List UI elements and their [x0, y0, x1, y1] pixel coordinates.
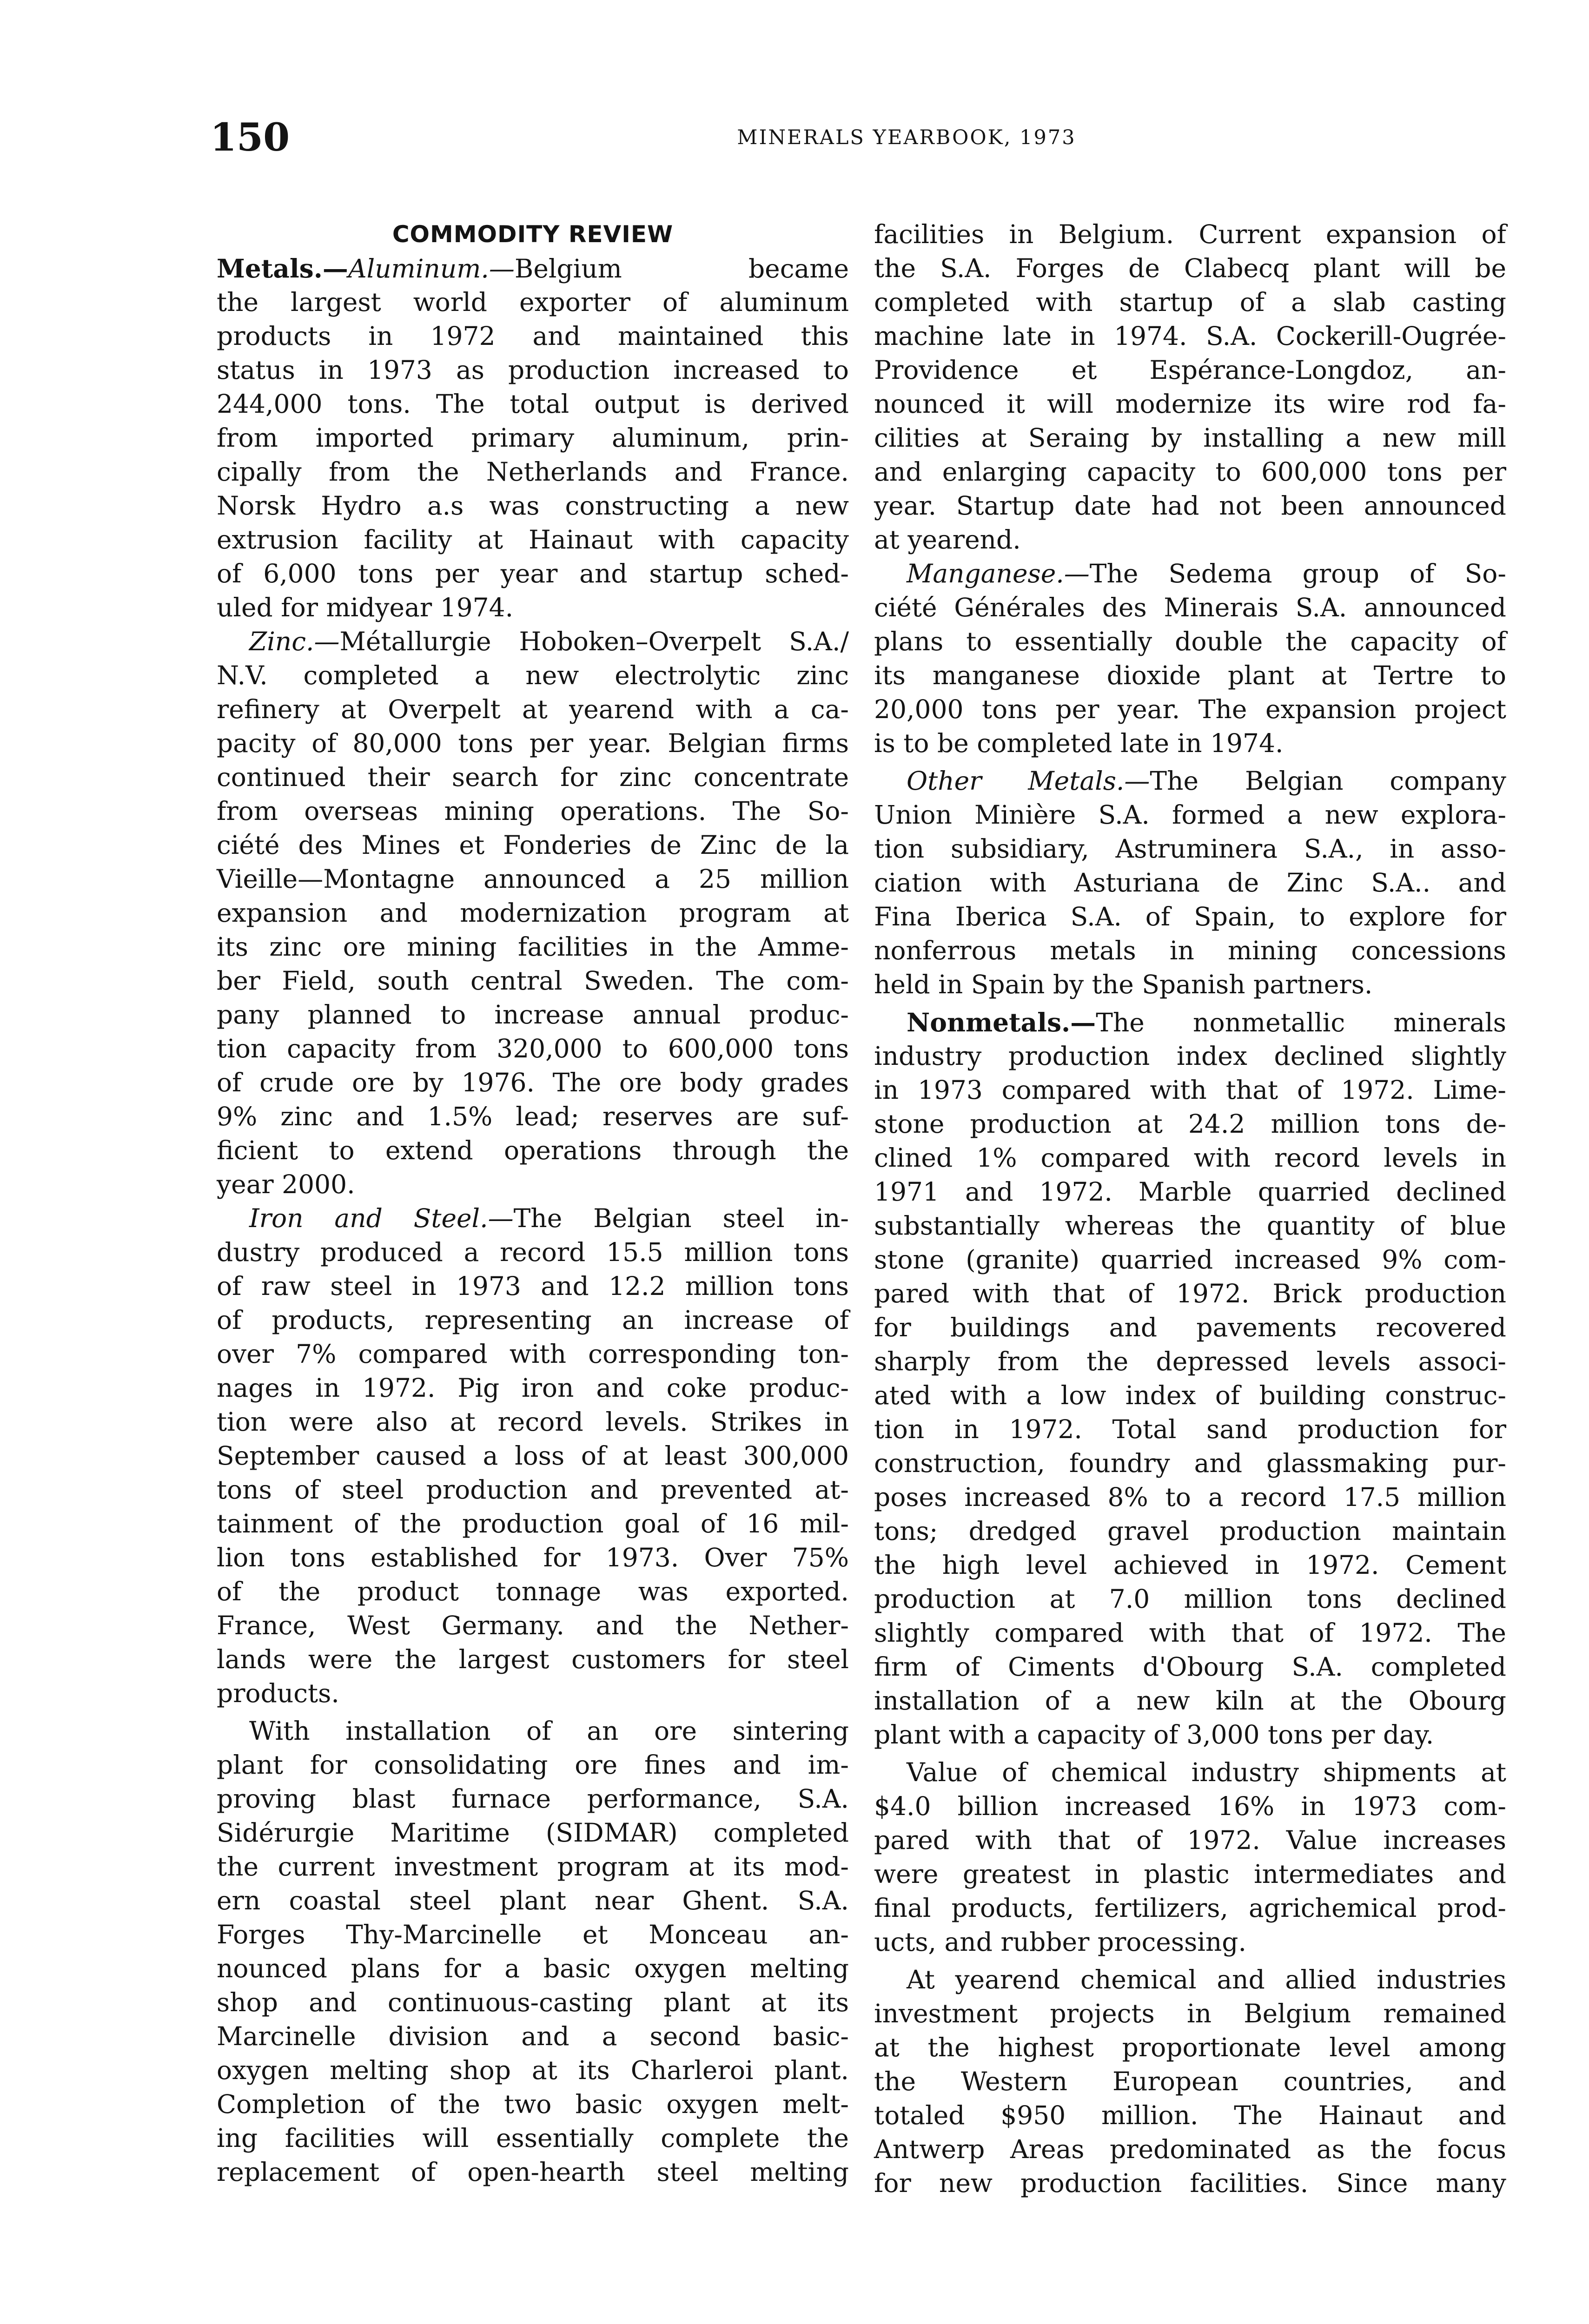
paragraph-line: in 1973 compared with that of 1972. Lime- [874, 1075, 1506, 1105]
zinc-run-in-heading: Zinc.— [249, 627, 340, 656]
paragraph-line: At yearend chemical and allied industries [907, 1965, 1506, 1994]
paragraph-line: $4.0 billion increased 16% in 1973 com- [874, 1791, 1506, 1821]
paragraph-line: and enlarging capacity to 600,000 tons per [874, 457, 1506, 487]
paragraph-line: pared with that of 1972. Value increases [874, 1825, 1506, 1855]
paragraph-line: of the product tonnage was exported. [217, 1577, 849, 1606]
paragraph-line: industry production index declined slightly [874, 1041, 1506, 1071]
paragraph-line: of products, representing an increase of [217, 1305, 849, 1335]
right-column [874, 218, 1506, 2200]
paragraph-line: machine late in 1974. S.A. Cockerill-Ougrée- [874, 321, 1506, 351]
paragraph-line: final products, fertilizers, agrichemical prod- [874, 1893, 1506, 1923]
paragraph-line: stone production at 24.2 million tons de- [874, 1109, 1506, 1139]
paragraph-line: year 2000. [217, 1169, 355, 1199]
running-head: MINERALS YEARBOOK, 1973 [737, 126, 1076, 149]
paragraph-line: tion subsidiary, Astruminera S.A., in asso- [874, 834, 1506, 864]
paragraph-line: ern coastal steel plant near Ghent. S.A. [217, 1886, 849, 1915]
paragraph-line: ciété des Mines et Fonderies de Zinc de la [217, 830, 849, 860]
left-column [217, 218, 849, 2189]
paragraph-line: plant with a capacity of 3,000 tons per day. [874, 1720, 1434, 1750]
paragraph-line: ciété Générales des Minerais S.A. announced [874, 593, 1506, 622]
paragraph-line: Marcinelle division and a second basic- [217, 2021, 849, 2051]
paragraph-line: tion were also at record levels. Strikes in [217, 1407, 849, 1437]
paragraph-line: shop and continuous-casting plant at its [217, 1987, 849, 2017]
paragraph-line: the largest world exporter of aluminum [217, 287, 849, 317]
paragraph-line: Completion of the two basic oxygen melt- [217, 2089, 849, 2119]
paragraph-line: of crude ore by 1976. The ore body grades [217, 1068, 849, 1097]
paragraph-line: 1971 and 1972. Marble quarried declined [874, 1177, 1506, 1207]
paragraph-line: tainment of the production goal of 16 mil- [217, 1509, 849, 1538]
paragraph-line: extrusion facility at Hainaut with capacity [217, 525, 849, 555]
paragraph-line: September caused a loss of at least 300,000 [217, 1441, 849, 1471]
paragraph-line [874, 557, 1506, 591]
paragraph-line: year. Startup date had not been announced [874, 491, 1506, 521]
paragraph-line: proving blast furnace performance, S.A. [217, 1784, 849, 1814]
paragraph-line: the high level achieved in 1972. Cement [874, 1550, 1506, 1580]
paragraph-line: at the highest proportionate level among [874, 2033, 1506, 2062]
paragraph-line: France, West Germany. and the Nether- [217, 1611, 849, 1640]
paragraph-line: completed with startup of a slab casting [874, 287, 1506, 317]
paragraph-line: products. [217, 1678, 339, 1708]
paragraph-line: uled for midyear 1974. [217, 593, 514, 622]
paragraph-line: Union Minière S.A. formed a new explora- [874, 800, 1506, 830]
paragraph-line: ated with a low index of building construc- [874, 1380, 1506, 1410]
paragraph-line: expansion and modernization program at [217, 898, 849, 928]
paragraph-line [874, 764, 1506, 798]
paragraph-line: lands were the largest customers for steel [217, 1644, 849, 1674]
paragraph-line: pany planned to increase annual produc- [217, 1000, 849, 1030]
paragraph-line: ucts, and rubber processing. [874, 1927, 1246, 1957]
paragraph-line: investment projects in Belgium remained [874, 1999, 1506, 2028]
paragraph-line: from overseas mining operations. The So- [217, 796, 849, 826]
iron-steel-run-in-heading: Iron and Steel.— [249, 1203, 514, 1233]
paragraph-line: of raw steel in 1973 and 12.2 million tons [217, 1271, 849, 1301]
paragraph-line: substantially whereas the quantity of blue [874, 1211, 1506, 1241]
paragraph-line: refinery at Overpelt at yearend with a ca- [217, 694, 849, 724]
section-heading: COMMODITY REVIEW [392, 221, 674, 248]
paragraph-line: ficient to extend operations through the [217, 1136, 849, 1165]
paragraph-line: Sidérurgie Maritime (SIDMAR) completed [217, 1818, 849, 1848]
paragraph-line: held in Spain by the Spanish partners. [874, 970, 1373, 999]
line-text: The Belgian steel in- [513, 1203, 849, 1233]
paragraph-line: production at 7.0 million tons declined [874, 1584, 1506, 1614]
paragraph-line: totaled $950 million. The Hainaut and [874, 2100, 1506, 2130]
manganese-run-in-heading: Manganese.— [907, 559, 1090, 588]
paragraph-line: its manganese dioxide plant at Tertre to [874, 660, 1506, 690]
paragraph-line: plant for consolidating ore fines and im- [217, 1750, 849, 1780]
line-text: The Sedema group of So- [1089, 559, 1506, 588]
paragraph-line: ciation with Asturiana de Zinc S.A.. and [874, 868, 1506, 898]
paragraph-line [217, 251, 849, 285]
paragraph-line: dustry produced a record 15.5 million tons [217, 1237, 849, 1267]
paragraph-line: oxygen melting shop at its Charleroi plant. [217, 2055, 849, 2085]
metals-run-in-heading: Metals.— [217, 253, 348, 284]
paragraph-line [874, 1005, 1506, 1039]
paragraph-line: clined 1% compared with record levels in [874, 1143, 1506, 1173]
paragraph-line: from imported primary aluminum, prin- [217, 423, 849, 453]
paragraph-line: Value of chemical industry shipments at [907, 1757, 1506, 1787]
paragraph-line: firm of Ciments d'Obourg S.A. completed [874, 1652, 1506, 1682]
paragraph-line: Vieille—Montagne announced a 25 million [217, 864, 849, 894]
paragraph-line: products in 1972 and maintained this [217, 321, 849, 351]
paragraph-line: status in 1973 as production increased to [217, 355, 849, 385]
paragraph-line: the current investment program at its mod- [217, 1852, 849, 1882]
paragraph-line: is to be completed late in 1974. [874, 728, 1284, 758]
page-header [0, 0, 1589, 186]
paragraph-line: were greatest in plastic intermediates and [874, 1859, 1506, 1889]
paragraph-line: over 7% compared with corresponding ton- [217, 1339, 849, 1369]
paragraph-line: nages in 1972. Pig iron and coke produc- [217, 1373, 849, 1403]
paragraph-line: the Western European countries, and [874, 2067, 1506, 2096]
paragraph-line: stone (granite) quarried increased 9% com- [874, 1245, 1506, 1274]
paragraph-line: lion tons established for 1973. Over 75% [217, 1543, 849, 1572]
paragraph-line: its zinc ore mining facilities in the Amme- [217, 932, 849, 962]
paragraph-line [217, 1202, 849, 1235]
line-text: Métallurgie Hoboken–Overpelt S.A./ [339, 627, 849, 656]
paragraph-line: facilities in Belgium. Current expansion of [874, 219, 1506, 249]
paragraph-line: 20,000 tons per year. The expansion project [874, 694, 1506, 724]
paragraph-line: With installation of an ore sintering [249, 1716, 849, 1746]
paragraph-line: tion in 1972. Total sand production for [874, 1414, 1506, 1444]
paragraph-line: of 6,000 tons per year and startup sched- [217, 559, 849, 588]
paragraph-line: cipally from the Netherlands and France. [217, 457, 849, 487]
line-text: The nonmetallic minerals [1096, 1008, 1506, 1037]
aluminum-run-in-heading: Aluminum.— [348, 254, 515, 284]
paragraph-line [217, 625, 849, 659]
paragraph-line: for buildings and pavements recovered [874, 1313, 1506, 1342]
paragraph-line: Antwerp Areas predominated as the focus [874, 2134, 1506, 2164]
paragraph-line: construction, foundry and glassmaking pur- [874, 1448, 1506, 1478]
paragraph-line: 9% zinc and 1.5% lead; reserves are suf- [217, 1102, 849, 1131]
page-number: 150 [210, 115, 290, 160]
paragraph-line: continued their search for zinc concentrate [217, 762, 849, 792]
paragraph-line: nonferrous metals in mining concessions [874, 936, 1506, 965]
paragraph-line: tion capacity from 320,000 to 600,000 tons [217, 1034, 849, 1063]
paragraph-line: pared with that of 1972. Brick production [874, 1279, 1506, 1308]
paragraph-line: ber Field, south central Sweden. The com- [217, 966, 849, 996]
paragraph-line: tons of steel production and prevented at- [217, 1475, 849, 1505]
paragraph-line: tons; dredged gravel production maintain [874, 1516, 1506, 1546]
paragraph-line: Fina Iberica S.A. of Spain, to explore for [874, 902, 1506, 931]
paragraph-line: sharply from the depressed levels associ- [874, 1347, 1506, 1376]
paragraph-line: installation of a new kiln at the Obourg [874, 1686, 1506, 1716]
paragraph-line: 244,000 tons. The total output is derived [217, 389, 849, 419]
other-metals-run-in-heading: Other Metals.— [907, 766, 1150, 796]
paragraph-line: Forges Thy-Marcinelle et Monceau an- [217, 1920, 849, 1949]
paragraph-line: N.V. completed a new electrolytic zinc [217, 660, 849, 690]
paragraph-line: nounced plans for a basic oxygen melting [217, 1954, 849, 1983]
paragraph-line: plans to essentially double the capacity of [874, 627, 1506, 656]
paragraph-line: slightly compared with that of 1972. The [874, 1618, 1506, 1648]
line-text: The Belgian company [1150, 766, 1506, 796]
paragraph-line: cilities at Seraing by installing a new mill [874, 423, 1506, 453]
paragraph-line: nounced it will modernize its wire rod fa- [874, 389, 1506, 419]
paragraph-line: at yearend. [874, 525, 1021, 555]
nonmetals-run-in-heading: Nonmetals.— [907, 1007, 1096, 1037]
paragraph-line: poses increased 8% to a record 17.5 million [874, 1482, 1506, 1512]
paragraph-line: Providence et Espérance-Longdoz, an- [874, 355, 1506, 385]
paragraph-line: replacement of open-hearth steel melting [217, 2157, 849, 2187]
paragraph-line: for new production facilities. Since many [874, 2168, 1506, 2198]
paragraph-line: pacity of 80,000 tons per year. Belgian firms [217, 728, 849, 758]
paragraph-line: Norsk Hydro a.s was constructing a new [217, 491, 849, 521]
paragraph-line: the S.A. Forges de Clabecq plant will be [874, 253, 1506, 283]
paragraph-line: ing facilities will essentially complete the [217, 2123, 849, 2153]
line-text: Belgium became [514, 254, 849, 284]
